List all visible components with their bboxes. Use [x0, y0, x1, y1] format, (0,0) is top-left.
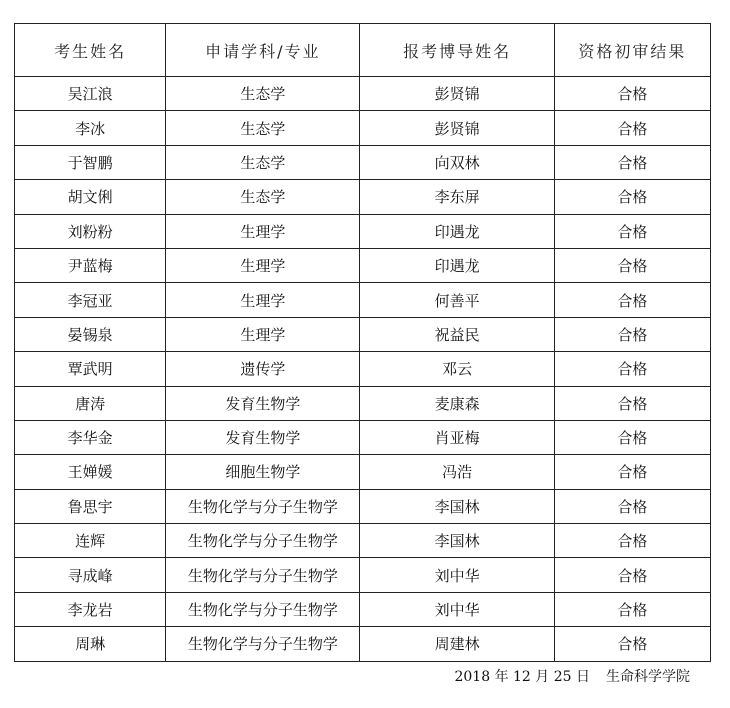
cell-major: 生理学 [166, 317, 360, 351]
cell-major: 发育生物学 [166, 386, 360, 420]
cell-review-result: 合格 [554, 420, 710, 454]
header-candidate-name: 考生姓名 [15, 24, 166, 77]
header-major: 申请学科/专业 [166, 24, 360, 77]
cell-review-result: 合格 [554, 248, 710, 282]
qualification-results-table [14, 23, 711, 662]
cell-review-result: 合格 [554, 317, 710, 351]
cell-advisor-name: 李国林 [360, 524, 554, 558]
cell-advisor-name: 何善平 [360, 283, 554, 317]
cell-advisor-name: 冯浩 [360, 455, 554, 489]
cell-review-result: 合格 [554, 386, 710, 420]
cell-advisor-name: 李国林 [360, 489, 554, 523]
cell-review-result: 合格 [554, 283, 710, 317]
cell-review-result: 合格 [554, 352, 710, 386]
table-row [15, 248, 711, 282]
cell-candidate-name: 周琳 [15, 627, 166, 661]
table-row [15, 627, 711, 661]
table-row [15, 214, 711, 248]
cell-major: 生理学 [166, 283, 360, 317]
cell-advisor-name: 肖亚梅 [360, 420, 554, 454]
cell-candidate-name: 胡文俐 [15, 180, 166, 214]
table-row [15, 77, 711, 111]
cell-review-result: 合格 [554, 558, 710, 592]
table-row [15, 283, 711, 317]
header-review-result: 资格初审结果 [554, 24, 710, 77]
cell-candidate-name: 吴江浪 [15, 77, 166, 111]
cell-advisor-name: 印遇龙 [360, 248, 554, 282]
cell-advisor-name: 麦康森 [360, 386, 554, 420]
cell-review-result: 合格 [554, 455, 710, 489]
table-row [15, 352, 711, 386]
cell-advisor-name: 周建林 [360, 627, 554, 661]
cell-major: 遗传学 [166, 352, 360, 386]
cell-candidate-name: 刘粉粉 [15, 214, 166, 248]
table-row [15, 455, 711, 489]
cell-major: 生物化学与分子生物学 [166, 558, 360, 592]
cell-major: 生态学 [166, 111, 360, 145]
cell-advisor-name: 彭贤锦 [360, 111, 554, 145]
cell-advisor-name: 彭贤锦 [360, 77, 554, 111]
cell-review-result: 合格 [554, 180, 710, 214]
cell-major: 生理学 [166, 214, 360, 248]
cell-review-result: 合格 [554, 627, 710, 661]
cell-major: 生物化学与分子生物学 [166, 524, 360, 558]
cell-review-result: 合格 [554, 111, 710, 145]
cell-major: 细胞生物学 [166, 455, 360, 489]
cell-candidate-name: 唐涛 [15, 386, 166, 420]
cell-major: 生物化学与分子生物学 [166, 627, 360, 661]
header-advisor-name: 报考博导姓名 [360, 24, 554, 77]
issue-date: 2018 年 12 月 25 日 [454, 669, 590, 685]
table-row [15, 558, 711, 592]
cell-candidate-name: 寻成峰 [15, 558, 166, 592]
cell-review-result: 合格 [554, 145, 710, 179]
cell-major: 生物化学与分子生物学 [166, 489, 360, 523]
cell-advisor-name: 刘中华 [360, 558, 554, 592]
cell-major: 生物化学与分子生物学 [166, 592, 360, 626]
cell-candidate-name: 晏锡泉 [15, 317, 166, 351]
cell-advisor-name: 邓云 [360, 352, 554, 386]
cell-advisor-name: 向双林 [360, 145, 554, 179]
cell-candidate-name: 王婵媛 [15, 455, 166, 489]
table-row [15, 180, 711, 214]
cell-advisor-name: 祝益民 [360, 317, 554, 351]
cell-major: 生态学 [166, 180, 360, 214]
cell-review-result: 合格 [554, 489, 710, 523]
table-row [15, 317, 711, 351]
cell-candidate-name: 鲁思宇 [15, 489, 166, 523]
table-row [15, 386, 711, 420]
cell-candidate-name: 尹蓝梅 [15, 248, 166, 282]
cell-review-result: 合格 [554, 524, 710, 558]
cell-candidate-name: 覃武明 [15, 352, 166, 386]
table-row [15, 489, 711, 523]
cell-major: 生态学 [166, 145, 360, 179]
cell-major: 生理学 [166, 248, 360, 282]
cell-major: 生态学 [166, 77, 360, 111]
cell-advisor-name: 印遇龙 [360, 214, 554, 248]
cell-major: 发育生物学 [166, 420, 360, 454]
cell-review-result: 合格 [554, 77, 710, 111]
cell-advisor-name: 李东屏 [360, 180, 554, 214]
table-row [15, 592, 711, 626]
cell-candidate-name: 李龙岩 [15, 592, 166, 626]
cell-candidate-name: 连辉 [15, 524, 166, 558]
cell-review-result: 合格 [554, 214, 710, 248]
table-body [15, 77, 711, 662]
cell-candidate-name: 李冰 [15, 111, 166, 145]
cell-review-result: 合格 [554, 592, 710, 626]
table-row [15, 420, 711, 454]
issuing-organization: 生命科学学院 [606, 669, 690, 685]
cell-candidate-name: 李华金 [15, 420, 166, 454]
cell-candidate-name: 李冠亚 [15, 283, 166, 317]
document-footer [454, 666, 690, 686]
table-row [15, 111, 711, 145]
table-row [15, 524, 711, 558]
table-row [15, 145, 711, 179]
cell-candidate-name: 于智鹏 [15, 145, 166, 179]
cell-advisor-name: 刘中华 [360, 592, 554, 626]
table-header-row [15, 24, 711, 77]
